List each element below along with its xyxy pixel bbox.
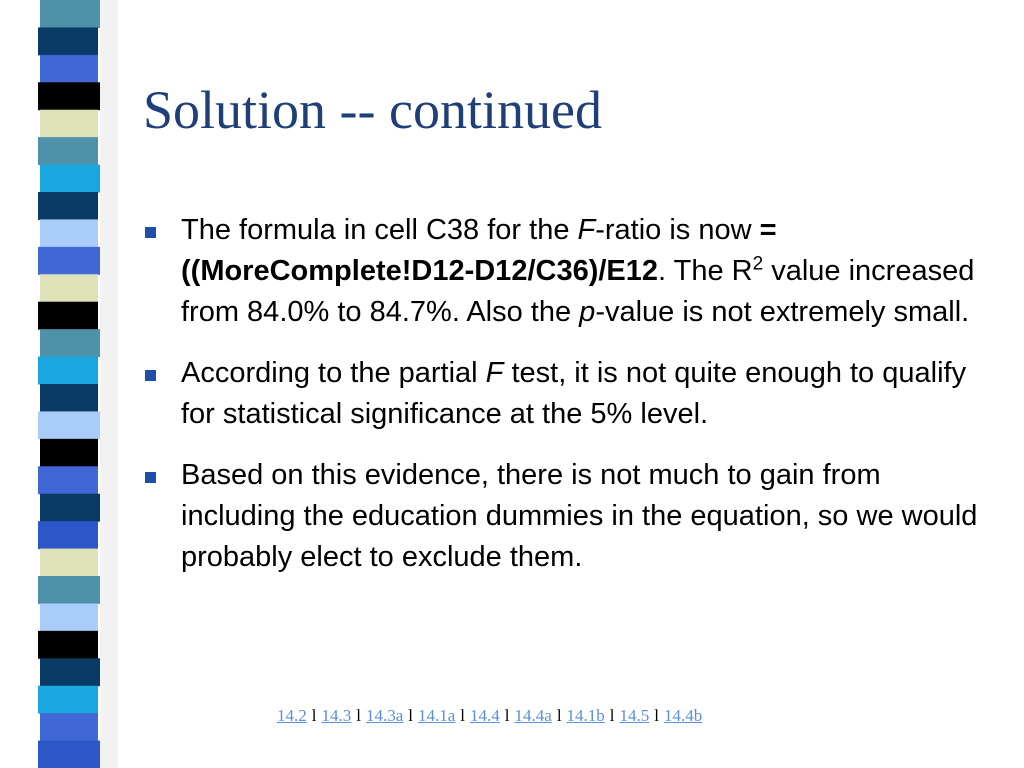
nav-link-14-1a[interactable]: 14.1a (418, 706, 456, 725)
f-ratio-label: F (577, 214, 596, 246)
stripe-block (38, 686, 98, 714)
bullet-square-icon (145, 370, 156, 381)
stripe-block (38, 192, 98, 220)
bullet-item-3 (143, 455, 993, 578)
bullet-square-icon (145, 472, 156, 483)
bullet-item-1 (143, 210, 993, 333)
nav-separator: l (504, 706, 510, 725)
stripe-block (38, 466, 98, 494)
stripe-block (40, 274, 98, 302)
stripe-block (40, 494, 100, 522)
stripe-block (40, 219, 98, 247)
p-value-label: p (579, 296, 596, 328)
stripe-block (40, 603, 98, 631)
nav-separator: l (654, 706, 660, 725)
stripe-block (40, 549, 98, 577)
stripe-block (40, 658, 100, 686)
bullet-list (143, 210, 993, 578)
stripe-block (40, 713, 98, 741)
nav-link-14-5[interactable]: 14.5 (619, 706, 650, 725)
nav-separator: l (460, 706, 466, 725)
stripe-block (40, 110, 98, 138)
stripe-block (40, 329, 100, 357)
decorative-stripe (0, 0, 120, 768)
stripe-block (40, 165, 100, 193)
bullet-text: According to the partial F test, it is not quite enough to qualify for statistical significance at the 5% level. (181, 357, 967, 430)
nav-separator: l (408, 706, 413, 725)
formula-text: =((MoreComplete!D12-D12/C36)/E12 (181, 214, 777, 287)
bullet-text: The formula in cell C38 for the F-ratio is now =((MoreComplete!D12-D12/C36)/E12. The $R^2$ value increased from 84.0% to 84.7%. Also the p-value is not extremely small. (181, 214, 975, 328)
nav-link-14-2[interactable]: 14.2 (277, 706, 307, 725)
stripe-block (38, 27, 98, 55)
stripe-block (38, 631, 98, 659)
slide-title: Solution -- continued (143, 80, 602, 140)
stripe-block (40, 55, 98, 83)
stripe-block (38, 357, 98, 385)
slide-nav-links (277, 706, 702, 726)
nav-separator: l (356, 706, 361, 725)
stripe-block (38, 247, 100, 275)
stripe-block (40, 439, 98, 467)
nav-link-14-4[interactable]: 14.4 (470, 706, 500, 725)
nav-separator: l (556, 706, 562, 725)
bullet-square-icon (145, 227, 156, 238)
nav-link-14-3[interactable]: 14.3 (321, 706, 352, 725)
stripe-block (38, 137, 98, 165)
stripe-block (38, 82, 100, 110)
bullet-item-2 (143, 353, 993, 435)
stripe-block (38, 521, 98, 549)
stripe-block (38, 411, 100, 439)
stripe-block (40, 0, 100, 28)
nav-link-14-4b[interactable]: 14.4b (664, 706, 703, 725)
stripe-shadow (100, 0, 118, 768)
stripe-block (40, 384, 98, 412)
bullet-text: Based on this evidence, there is not much to gain from including the education dummies in the equation, so we would probably elect to exclude them. (181, 459, 978, 573)
nav-link-14-4a[interactable]: 14.4a (514, 706, 552, 725)
superscript-2: 2 (752, 253, 764, 275)
stripe-block (38, 576, 100, 604)
nav-link-14-3a[interactable]: 14.3a (365, 706, 404, 725)
stripe-block (38, 302, 98, 330)
f-test-label: F (485, 357, 504, 389)
nav-separator: l (311, 706, 317, 725)
stripe-block (38, 741, 100, 768)
nav-link-14-1b[interactable]: 14.1b (566, 706, 605, 725)
nav-separator: l (609, 706, 615, 725)
